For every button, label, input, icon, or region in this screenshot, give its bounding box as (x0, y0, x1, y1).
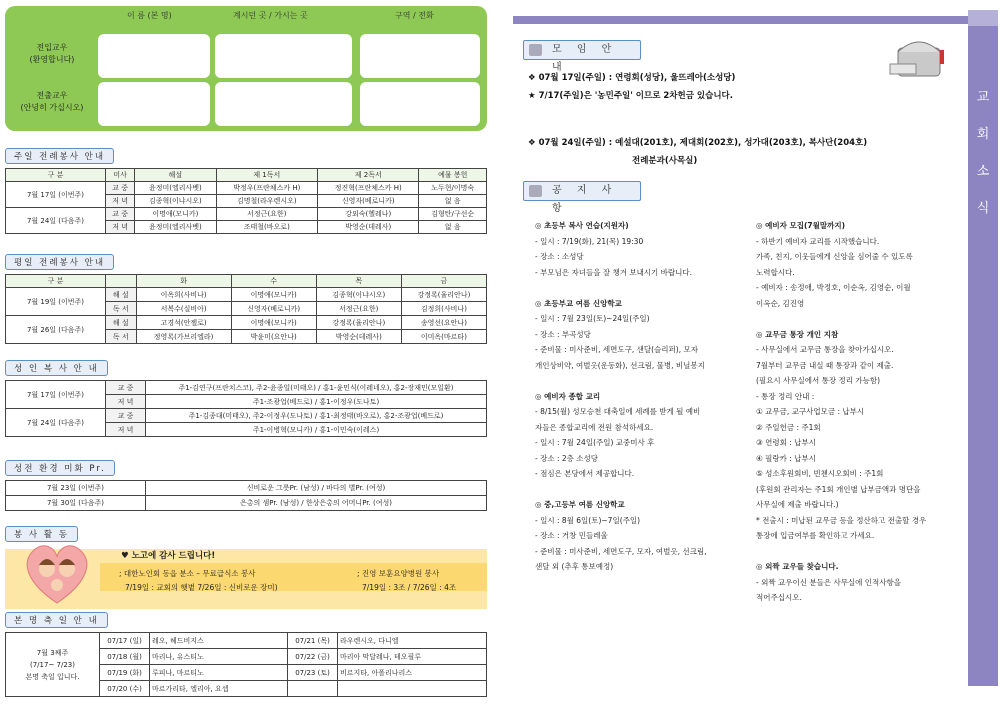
section-title: 봉 사 활 동 (5, 526, 78, 542)
col-header: 수 (231, 275, 316, 288)
notice-column-2 (756, 218, 966, 606)
service-line-1a: ; 대한노인회 동읍 분소 – 무료급식소 봉사 (119, 569, 256, 578)
notice-line: 개인상비약, 여벌옷(운동화), 선크림, 물병, 비닐봉지 (535, 360, 705, 370)
table-cell: 이옥희(사비나) (136, 288, 231, 302)
notice-line: ③ 연령회 : 납부시 (756, 438, 816, 447)
notice-line: - 장소 : 부곡성당 (535, 329, 591, 339)
table-cell: 김명철(라우렌시오) (216, 195, 317, 208)
out-zone-field[interactable] (360, 82, 480, 126)
table-cell: 주1-이병혁(모니카) / 홍1-이민숙(이레스) (146, 423, 487, 437)
notice-line: ◎ 예비자 종합 교리 (535, 391, 601, 401)
col-header: 구 분 (6, 275, 106, 288)
service-banner (5, 549, 487, 609)
col-header: 제 2독서 (318, 169, 419, 182)
table-cell: 07/17 (일) (100, 633, 150, 649)
notice-line: - 준비물 : 미사준비, 세면도구, 샌달(슬리퍼), 모자 (535, 345, 698, 354)
gathering-icon (529, 44, 542, 56)
feast-section (5, 608, 487, 697)
table-cell: 레오, 헤드비지스 (150, 633, 288, 649)
col-header (106, 275, 137, 288)
service-line-1b: ; 진영 보훈요양병원 봉사 (357, 569, 440, 578)
notice-line: - 장소 : 2층 소성당 (535, 453, 599, 463)
notice-line: 7월부터 교무금 내실 때 통장과 같이 제출. (756, 360, 894, 370)
section-title: 주일 전례봉사 안내 (5, 148, 114, 164)
table-cell: 이미옥(마르타) (401, 330, 486, 344)
table-cell: 신영자(베로니카) (231, 302, 316, 316)
table-cell: 7월 24일 (다음주) (6, 208, 106, 234)
weekday-table (5, 274, 487, 344)
table-cell: 강외숙(헬레나) (318, 208, 419, 221)
col-header: 미사 (106, 169, 135, 182)
section-title: 성전 환경 미화 Pr. (5, 460, 115, 476)
table-cell: 김종혁(이냐시오) (135, 195, 216, 208)
notice-line: 가족, 친지, 이웃들에게 신앙을 심어줄 수 있도록 (756, 252, 913, 261)
adult-server-table (5, 380, 487, 437)
transfer-out-label: 전출교우 (안녕히 가십시오) (20, 91, 84, 112)
notice-line (756, 311, 966, 327)
table-cell: 이명애(모니카) (231, 288, 316, 302)
table-cell: 신영자(베로니카) (318, 195, 419, 208)
notice-line: - 하반기 예비자 교리를 시작했습니다. (756, 236, 880, 246)
pr-table (5, 480, 487, 511)
table-cell: 주1-김연구(프란치스코), 주2-윤종일(미태오) / 홍1-윤민식(이레네오), 홍2-장재민(모일환) (146, 381, 487, 395)
notice-line (535, 373, 755, 389)
table-cell: 해 설 (106, 288, 137, 302)
sunday-liturgy-section (5, 144, 487, 234)
table-cell: 라우렌시오, 다니엘 (338, 633, 487, 649)
table-cell: 강정록(율리안나) (401, 288, 486, 302)
side-title-char: 회 (976, 127, 990, 142)
gathering-title: 모 임 안 내 (552, 44, 618, 73)
table-cell: 정진혁(프란체스카 H) (318, 182, 419, 195)
table-cell: 김형탄/구선순 (419, 208, 487, 221)
table-cell: 07/20 (수) (100, 681, 150, 697)
table-cell (288, 681, 338, 697)
table-cell: 7월 17일 (이번주) (6, 381, 106, 409)
notice-header (523, 181, 641, 214)
notice-line: - 예비자 : 송정애, 박정호, 이순옥, 김영순, 이월 (756, 283, 911, 292)
table-cell: 이명애(모니카) (231, 316, 316, 330)
notice-line: - 장소 : 소성당 (535, 252, 584, 261)
table-cell: 은총의 샘Pr. (남성) / 한상은총의 어머니Pr. (여성) (146, 496, 487, 511)
sunday-table (5, 168, 487, 234)
notice-line: - 장소 : 거창 민들레울 (535, 531, 608, 540)
side-title-char: 소 (976, 164, 990, 179)
col-header: 화 (136, 275, 231, 288)
col-header: 예물 봉헌 (419, 169, 487, 182)
table-cell: 7월 17일 (이번주) (6, 182, 106, 208)
table-cell: 독 서 (106, 302, 137, 316)
table-cell: 07/23 (토) (288, 665, 338, 681)
table-cell: 없 음 (419, 221, 487, 234)
table-cell: 고경석(안젤로) (136, 316, 231, 330)
table-cell: 독 서 (106, 330, 137, 344)
table-cell: 07/21 (목) (288, 633, 338, 649)
notice-line: ◎ 외짝 교우들 찾습니다. (756, 562, 839, 571)
feast-table (5, 632, 487, 697)
notice-line: ◎ 초등부교 여름 신앙학교 (535, 298, 622, 308)
thanks-text: ♥ 노고에 감사 드립니다! (121, 551, 216, 561)
table-cell: 서정근(요한) (216, 208, 317, 221)
table-cell: 송영선(요안나) (401, 316, 486, 330)
heart-family-icon (19, 541, 95, 607)
side-title-bar (968, 26, 998, 686)
table-cell: 김종혁(이냐시오) (316, 288, 401, 302)
in-place-field[interactable] (215, 34, 352, 78)
notice-line: (필요시 사무실에서 통장 정리 가능함) (756, 376, 881, 385)
table-cell: 서복수(실비아) (136, 302, 231, 316)
service-line-2b: 7/19일 : 3조 / 7/26일 : 4조 (362, 583, 457, 592)
table-cell: 박영순(데레사) (316, 330, 401, 344)
notice-line: 자들은 종합교리에 전원 참석하세요. (535, 422, 654, 432)
table-cell: 저 녁 (106, 195, 135, 208)
col-header: 금 (401, 275, 486, 288)
section-title: 본 명 축 일 안 내 (5, 612, 108, 628)
notice-line: - 일시 : 8월 6일(토)~7일(주일) (535, 515, 641, 525)
notice-line: - 일시 : 7월 23일(토)~24일(주일) (535, 314, 650, 323)
notice-line: ◎ 교무금 통장 개인 지참 (756, 329, 839, 339)
register-header-place: 계시던 곳 / 가시는 곳 (233, 11, 308, 20)
notice-line: - 점심은 본당에서 제공합니다. (535, 469, 635, 478)
table-cell: 조태철(바오로) (216, 221, 317, 234)
notice-line: - 일시 : 7/19(화), 21(목) 19:30 (535, 236, 644, 246)
notice-line: 노력합시다. (756, 267, 795, 277)
table-cell: 노두현/이명숙 (419, 182, 487, 195)
section-title: 평일 전례봉사 안내 (5, 254, 114, 270)
notice-line: - 8/15(월) 성모승천 대축일에 세례를 받게 될 예비 (535, 407, 701, 416)
gathering-line: ❖ 07월 17일(주일) : 연령회(성당), 울뜨레아(소성당) (528, 73, 736, 83)
notice-line: ② 주일헌금 : 주1회 (756, 422, 821, 432)
table-cell: 07/19 (화) (100, 665, 150, 681)
table-cell: 교 중 (106, 381, 146, 395)
gathering-line: ❖ 07월 24일(주일) : 예설대(201호), 제대회(202호), 성가대(203호), 복사단(204호) (528, 138, 868, 148)
gathering-header (523, 40, 641, 73)
table-cell: 교 중 (106, 182, 135, 195)
side-title-char: 식 (976, 201, 990, 216)
col-header: 구 분 (6, 169, 106, 182)
gathering-line: ★ 7/17(주일)은 '농민주일' 이므로 2차헌금 있습니다. (528, 91, 733, 101)
table-cell: 7월 23일 (이번주) (6, 481, 146, 496)
table-cell: 비르지타, 아폴리나리스 (338, 665, 487, 681)
table-cell: 저 녁 (106, 395, 146, 409)
service-line-2a: 7/19일 : 교회의 햇볕 7/26일 : 신비로운 장미) (125, 583, 278, 592)
left-column (5, 6, 487, 693)
notice-title: 공 지 사 항 (552, 185, 618, 214)
notice-line: ◎ 예비자 모집(7월말까지) (756, 221, 846, 230)
table-cell: 저 녁 (106, 221, 135, 234)
transfer-in-label: 전입교우 (환영합니다) (29, 43, 75, 64)
notice-line (535, 482, 755, 498)
service-section (5, 522, 487, 542)
table-cell: 저 녁 (106, 423, 146, 437)
notice-column-1 (535, 218, 755, 575)
notice-icon (529, 185, 542, 197)
notice-line: 통장에 입금여부를 확인하고 가세요. (756, 531, 875, 540)
notice-line: 사무실에 제출 바랍니다.) (756, 500, 839, 509)
out-name-field[interactable] (98, 82, 210, 126)
notice-line (756, 544, 966, 560)
table-cell: 루피나, 마르티노 (150, 665, 288, 681)
table-cell: 윤정미(엘리사벳) (135, 221, 216, 234)
table-cell: 07/18 (월) (100, 649, 150, 665)
notice-line: - 통장 정리 안내 : (756, 391, 815, 401)
table-cell: 주1-김종대(미태오), 주2-이정우(도나토) / 홍1-최정태(바오로), 홍2-조광업(베드로) (146, 409, 487, 423)
table-cell: 교 중 (106, 409, 146, 423)
notice-line: - 부모님은 자녀들을 잘 챙겨 보내시기 바랍니다. (535, 267, 693, 277)
table-cell: 7월 30일 (다음주) (6, 496, 146, 511)
adult-server-section (5, 356, 487, 437)
table-cell: 윤정미(엘리사벳) (135, 182, 216, 195)
notice-line: (후원회 관리자는 주1회 개인별 납부금액과 명단을 (756, 484, 921, 494)
table-cell: 이명애(모니카) (135, 208, 216, 221)
notice-line: ④ 필랑카 : 납부시 (756, 453, 816, 463)
register-header-zone: 구역 / 전화 (395, 11, 434, 20)
table-cell: 주1-조광업(베드로) / 홍1-이정우(도나토) (146, 395, 487, 409)
table-cell: 정영록(가브리엘라) (136, 330, 231, 344)
notice-line: - 준비물 : 미사준비, 세면도구, 모자, 여벌옷, 선크림, (535, 546, 707, 556)
notice-line: ① 교무금, 교구사업모금 : 납부시 (756, 407, 865, 416)
weekday-liturgy-section (5, 250, 487, 344)
table-cell: 신비로운 그릇Pr. (남성) / 바다의 별Pr. (여성) (146, 481, 487, 496)
notice-line: 적어주십시오. (756, 593, 802, 602)
notice-line: ⑤ 성소후원회비, 빈첸시오회비 : 주1회 (756, 469, 884, 478)
table-cell: 해 설 (106, 316, 137, 330)
notice-line: ◎ 초등부 복사 연습(지원자) (535, 221, 629, 230)
notice-line: 샌달 외 (추후 통보예정) (535, 562, 614, 571)
table-cell: 박정우(프란체스카 H) (216, 182, 317, 195)
register-header-name: 이 름 (본 명) (127, 11, 172, 20)
notice-line: * 전출시 : 미납된 교무금 등을 정산하고 전출할 경우 (756, 515, 927, 525)
table-cell (338, 681, 487, 697)
feast-label: 7월 3째주 (7/17~ 7/23) 본명 축일 입니다. (6, 633, 100, 697)
table-cell: 서정근(요한) (316, 302, 401, 316)
mailbox-icon (888, 32, 958, 82)
in-zone-field[interactable] (360, 34, 480, 78)
environment-pr-section (5, 456, 487, 511)
notice-line: ◎ 중,고등부 여름 신앙학교 (535, 500, 625, 509)
in-name-field[interactable] (98, 34, 210, 78)
table-cell: 마리아 막달레나, 테오필루 (338, 649, 487, 665)
table-cell: 마리나, 유스티노 (150, 649, 288, 665)
table-cell: 7월 24일 (다음주) (6, 409, 106, 437)
register-box (5, 6, 487, 131)
col-header: 해설 (135, 169, 216, 182)
notice-line: - 일시 : 7월 24일(주일) 교중미사 후 (535, 438, 655, 447)
col-header: 목 (316, 275, 401, 288)
section-title: 성 인 복 사 안 내 (5, 360, 108, 376)
table-cell: 7월 26일 (다음주) (6, 316, 106, 344)
top-band (513, 16, 968, 24)
table-cell: 없 음 (419, 195, 487, 208)
table-cell: 07/22 (금) (288, 649, 338, 665)
table-cell: 교 중 (106, 208, 135, 221)
table-cell: 박윤미(요안나) (231, 330, 316, 344)
gathering-line: 전례분과(사목실) (632, 156, 698, 166)
col-header: 제 1독서 (216, 169, 317, 182)
out-place-field[interactable] (215, 82, 352, 126)
table-cell: 강정록(율리안나) (316, 316, 401, 330)
notice-line: 이옥순, 김진영 (756, 298, 805, 308)
side-title-char: 교 (976, 90, 990, 105)
table-cell: 김정희(사비나) (401, 302, 486, 316)
notice-line: - 사무실에서 교무금 통장을 찾아가십시오. (756, 345, 894, 354)
notice-line (535, 280, 755, 296)
table-cell: 7월 19일 (이번주) (6, 288, 106, 316)
table-cell: 마르가리타, 엘리아, 요셉 (150, 681, 288, 697)
notice-line: - 외짝 교우이신 분들은 사무실에 인적사항을 (756, 577, 902, 587)
table-cell: 박영순(데레사) (318, 221, 419, 234)
